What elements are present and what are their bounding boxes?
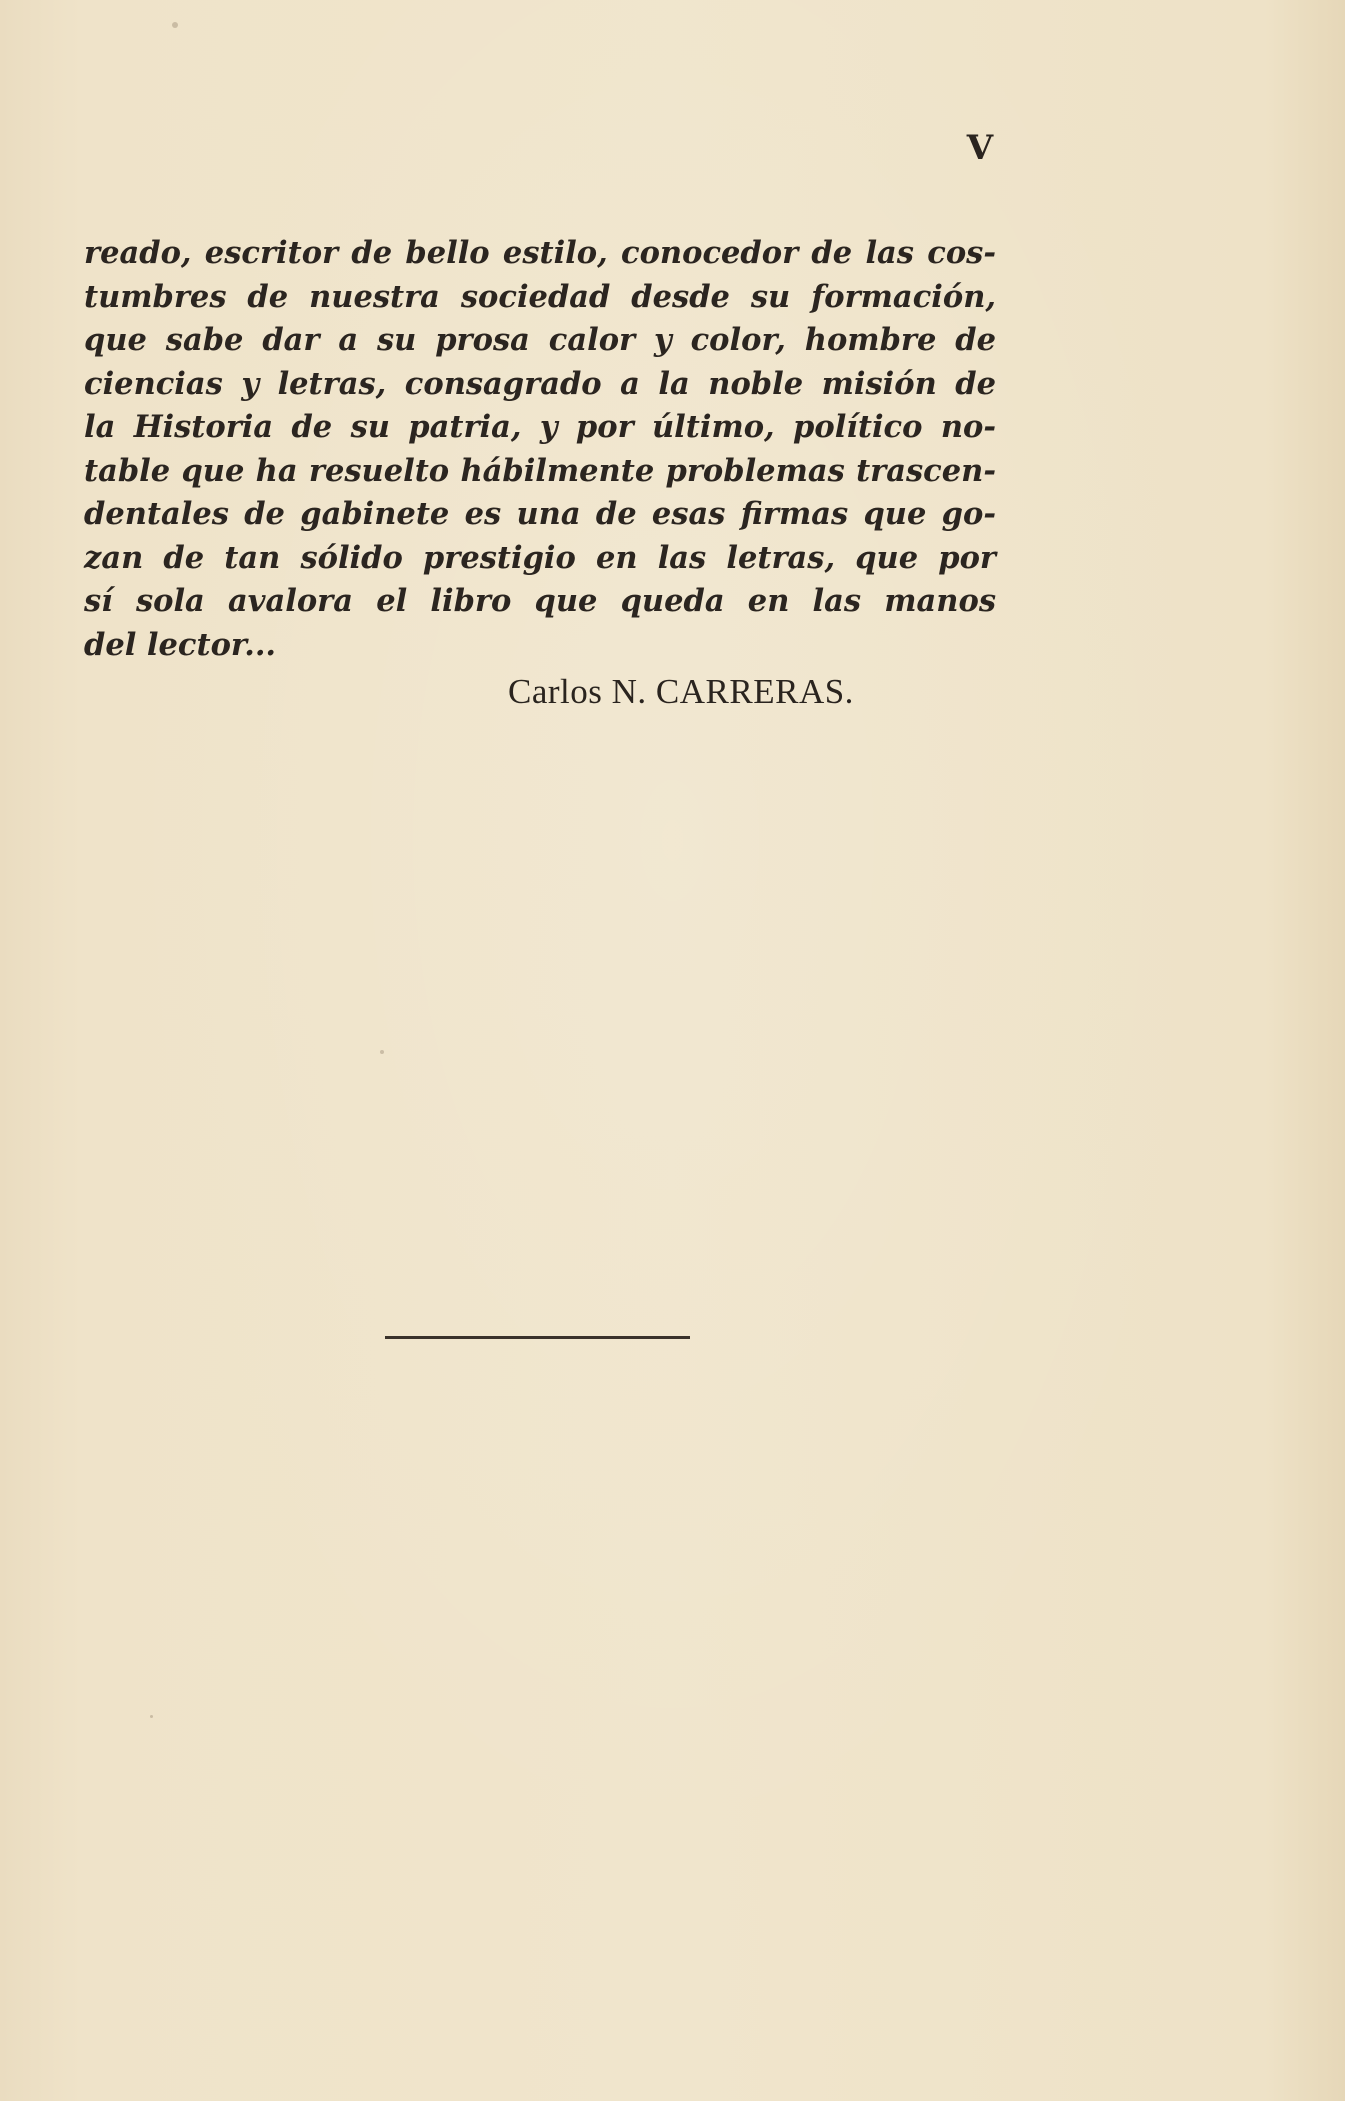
- page-number: V: [966, 128, 994, 168]
- paper-speck: [172, 22, 178, 28]
- text-line: tumbres de nuestra sociedad desde su formación,: [84, 278, 996, 315]
- text-line: sí sola avalora el libro que queda en las manos: [84, 583, 996, 619]
- text-line: del lector...: [84, 626, 277, 663]
- paper-speck: [150, 1715, 153, 1718]
- text-line: zan de tan sólido prestigio en las letras, que por: [84, 539, 996, 576]
- author-signature: Carlos N. CARRERAS.: [508, 672, 854, 711]
- text-line: que sabe dar a su prosa calor y color, hombre de: [84, 322, 996, 358]
- text-line: ciencias y letras, consagrado a la noble misión de: [84, 365, 996, 402]
- text-line: table que ha resuelto hábilmente problemas trascen-: [84, 452, 996, 489]
- body-paragraph: [84, 232, 996, 667]
- text-line: reado, escritor de bello estilo, conocedor de las cos-: [84, 235, 996, 271]
- text-line: la Historia de su patria, y por último, político no-: [84, 409, 996, 445]
- text-line: dentales de gabinete es una de esas firmas que go-: [84, 496, 996, 532]
- paper-speck: [380, 1050, 384, 1054]
- divider-rule: [385, 1336, 690, 1339]
